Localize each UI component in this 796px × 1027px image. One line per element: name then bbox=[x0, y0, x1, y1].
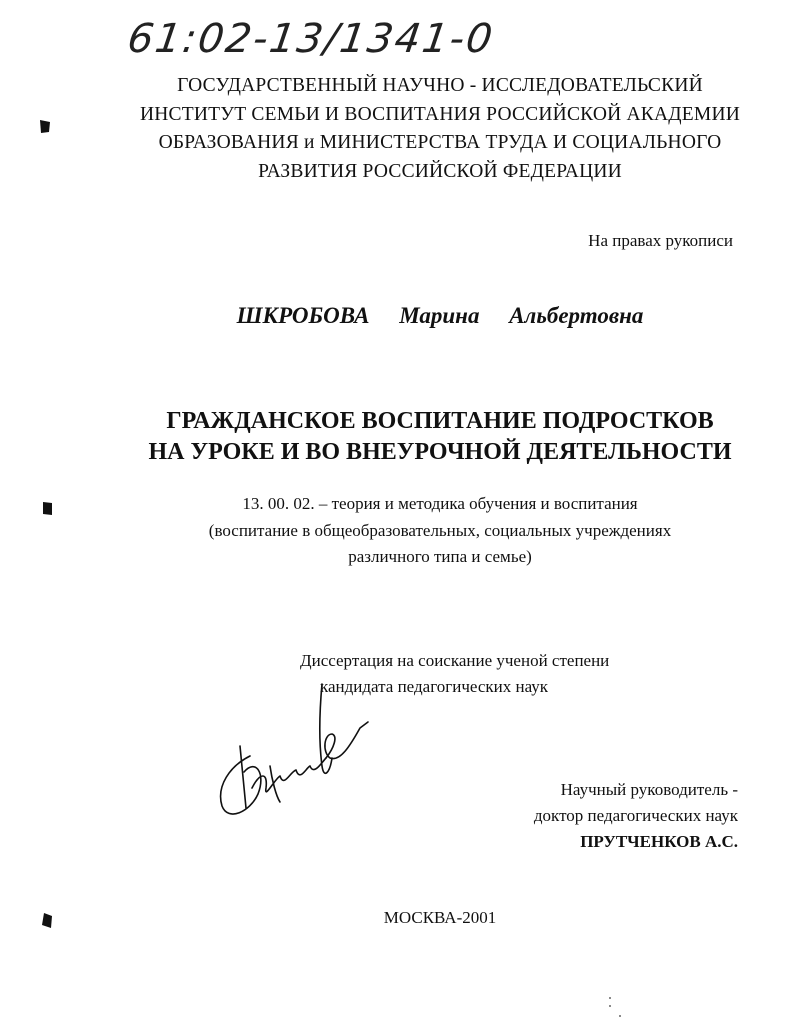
dissertation-title bbox=[100, 406, 780, 468]
specialty-description: различного типа и семье) bbox=[348, 547, 532, 566]
institution-header bbox=[120, 72, 760, 186]
degree-line: кандидата педагогических наук bbox=[320, 677, 549, 696]
supervisor-role: Научный руководитель - bbox=[560, 780, 738, 799]
archive-number-text: 61:02-13/1341-0 bbox=[124, 16, 497, 62]
supervisor-block bbox=[480, 777, 738, 855]
institution-line: РАЗВИТИЯ РОССИЙСКОЙ ФЕДЕРАЦИИ bbox=[258, 160, 622, 182]
author-first-name: Марина bbox=[399, 303, 480, 328]
manuscript-rights: На правах рукописи bbox=[588, 231, 733, 250]
institution-line: ГОСУДАРСТВЕННЫЙ НАУЧНО - ИССЛЕДОВАТЕЛЬСКИЙ bbox=[177, 75, 703, 96]
binder-hole-mark bbox=[38, 118, 52, 136]
handwritten-archive-number bbox=[124, 8, 528, 72]
title-line: НА УРОКЕ И ВО ВНЕУРОЧНОЙ ДЕЯТЕЛЬНОСТИ bbox=[148, 439, 732, 465]
supervisor-name: ПРУТЧЕНКОВ А.С. bbox=[580, 832, 738, 851]
scan-noise bbox=[560, 994, 680, 1024]
author-patronymic: Альбертовна bbox=[509, 303, 644, 328]
institution-line: ИНСТИТУТ СЕМЬИ И ВОСПИТАНИЯ РОССИЙСКОЙ АКАДЕМИИ bbox=[139, 103, 741, 125]
author-name bbox=[150, 303, 730, 329]
degree-line: Диссертация на соискание ученой степени bbox=[300, 651, 610, 670]
city-year: МОСКВА-2001 bbox=[383, 908, 497, 927]
institution-line: ОБРАЗОВАНИЯ и МИНИСТЕРСТВА ТРУДА И СОЦИАЛЬНОГО bbox=[158, 132, 722, 153]
author-surname: ШКРОБОВА bbox=[236, 303, 370, 328]
handwritten-signature bbox=[210, 676, 380, 826]
binder-hole-mark bbox=[40, 912, 54, 930]
specialty-code: 13. 00. 02. – теория и методика обучения и воспитания bbox=[242, 494, 638, 513]
title-line: ГРАЖДАНСКОЕ ВОСПИТАНИЕ ПОДРОСТКОВ bbox=[166, 408, 714, 434]
specialty-description: (воспитание в общеобразовательных, социальных учреждениях bbox=[208, 520, 672, 540]
binder-hole-mark bbox=[40, 500, 54, 518]
specialty-block bbox=[140, 491, 740, 571]
supervisor-degree: доктор педагогических наук bbox=[533, 806, 738, 825]
